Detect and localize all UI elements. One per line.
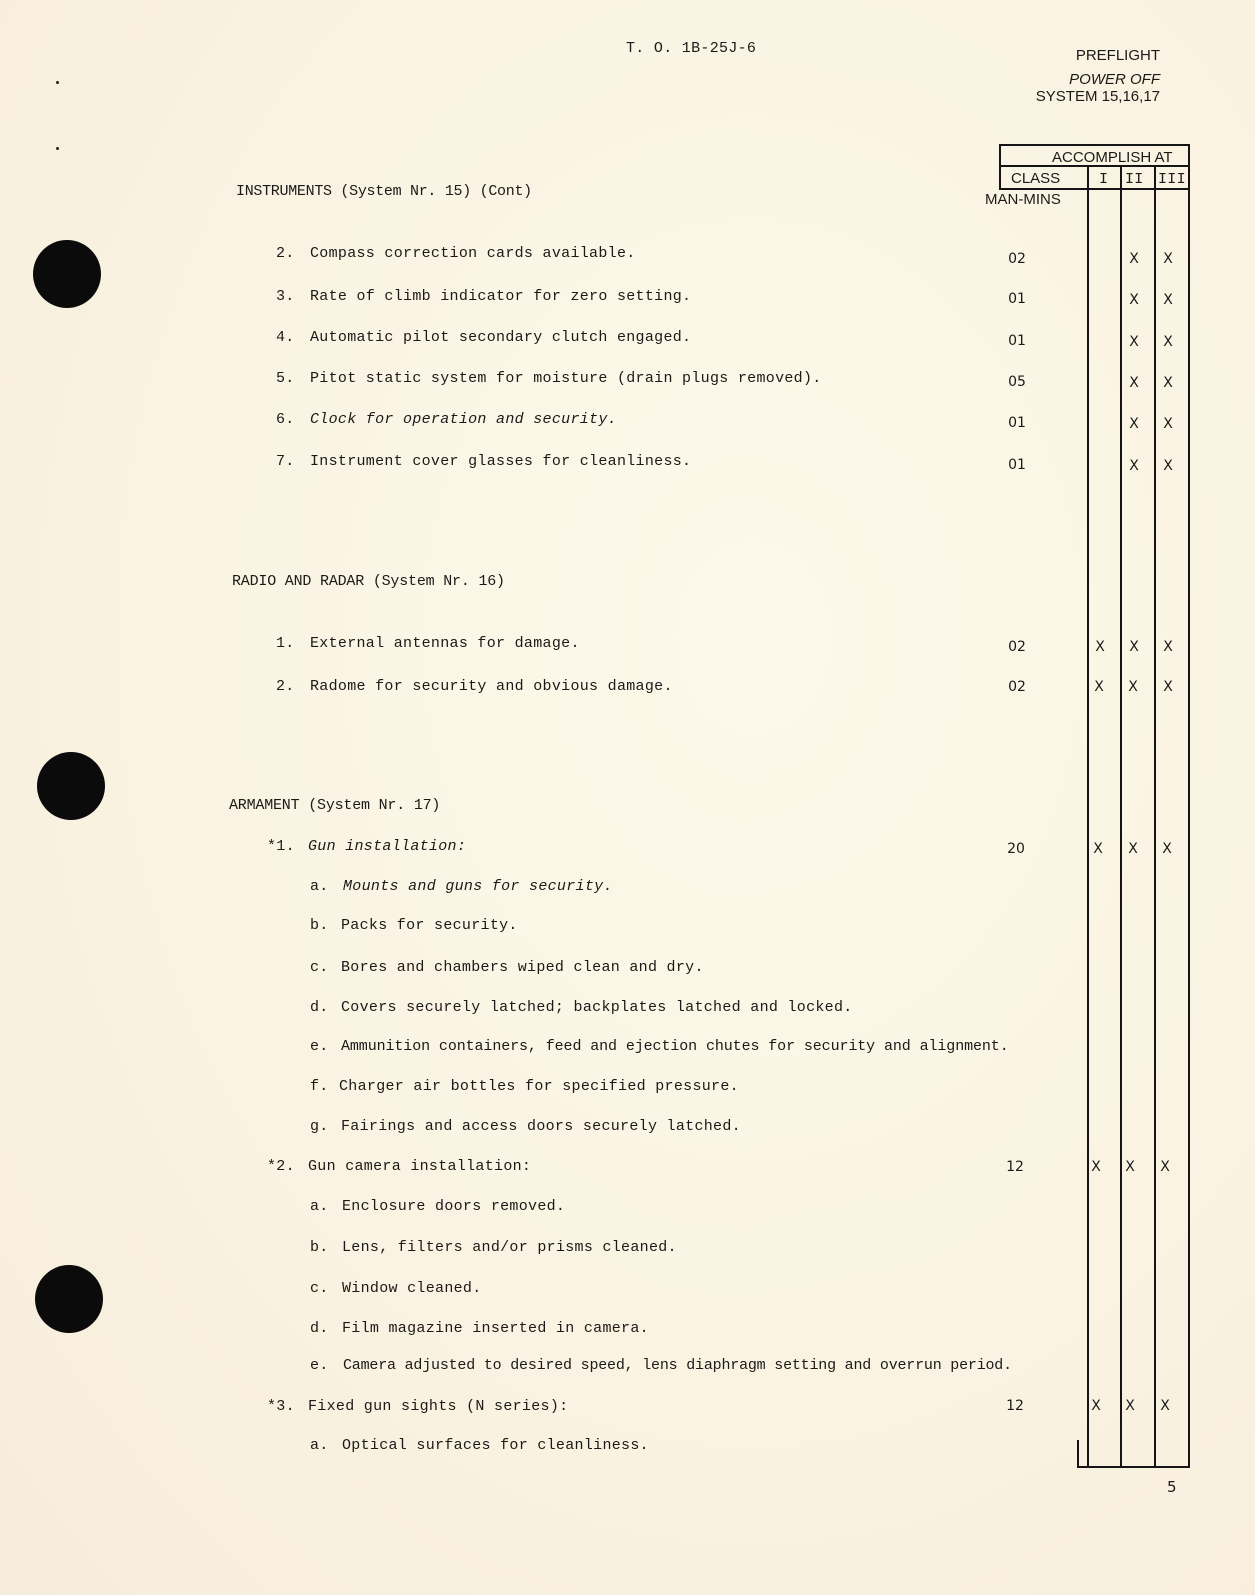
document-page: T. O. 1B-25J-6 PREFLIGHT POWER OFF SYSTEM 15,16,17 ACCOMPLISH AT CLASS MAN-MINS I II III INSTRUMENTS (System Nr. 15) (Cont) 2. Compass correction cards available. 02 X X 3. Rate of climb indicator for zero setting. 01 X X 4. Automatic pilot secondary clutch engaged. 01 X X 5. Pitot static system for moisture (drain plugs removed). 05 X X 6. Clock for operation and security. 01 X X 7. Instrument cover glasses for cleanliness. 01 X X RADIO AND RADAR (System Nr. 16) 1. External antennas for damage. 02 X X X 2. Radome for security and obvious damage. 02 X X X ARMAMENT (System Nr. 17) *1. Gun installation: 20 X X X a. Mounts and guns for security. b. Packs for security. c. Bores and chambers wiped clean and dry. d. Covers securely latched; backplates latched and locked. e. Ammunition containers, feed and ejection chutes for security and alignment. f. Charger air bottles for specified pressure. g. Fairings and access doors securely latched. *2. Gun camera installation: 12 X X X a. Enclosure doors removed. b. Lens, filters and/or prisms cleaned. c. Window cleaned. d. Film magazine inserted in camera. e. Camera adjusted to desired speed, lens diaphragm setting and overrun period. *3. Fixed gun sights (N series): 12 X X X a. Optical surfaces for cleanliness. 5 [0, 0, 1255, 1595]
man-mins-value: 01 [1008, 333, 1026, 349]
item-text: Instrument cover glasses for cleanliness. [310, 453, 692, 470]
class-iii-mark: X [1163, 375, 1173, 391]
sub-letter: c. [310, 1280, 329, 1297]
item-text: Rate of climb indicator for zero setting. [310, 288, 692, 305]
sub-letter: b. [310, 917, 329, 934]
systems-label: SYSTEM 15,16,17 [1035, 88, 1160, 105]
sub-item-text: Ammunition containers, feed and ejection chutes for security and alignment. [341, 1038, 1009, 1055]
sub-letter: g. [310, 1118, 329, 1135]
sub-item-text: Enclosure doors removed. [342, 1198, 566, 1215]
item-text: Compass correction cards available. [310, 245, 636, 262]
man-mins-value: 01 [1008, 415, 1026, 431]
class-iii-mark: X [1160, 1159, 1170, 1175]
class-i-mark: X [1091, 1398, 1101, 1414]
class-i-mark: X [1093, 841, 1103, 857]
man-mins-value: 01 [1008, 291, 1026, 307]
sub-item-text: Packs for security. [341, 917, 518, 934]
sub-letter: d. [310, 1320, 329, 1337]
phase-label: PREFLIGHT [1075, 47, 1160, 64]
sub-item-text: Mounts and guns for security. [343, 878, 613, 895]
item-text: Pitot static system for moisture (drain plugs removed). [310, 370, 822, 387]
man-mins-value: 12 [1006, 1398, 1024, 1414]
sub-item-text: Film magazine inserted in camera. [342, 1320, 649, 1337]
class-ii-mark: X [1129, 458, 1139, 474]
class-iii-mark: X [1163, 458, 1173, 474]
sub-item-text: Lens, filters and/or prisms cleaned. [342, 1239, 677, 1256]
sub-letter: b. [310, 1239, 329, 1256]
sub-item-text: Camera adjusted to desired speed, lens diaphragm setting and overrun period. [343, 1357, 1012, 1374]
sub-letter: d. [310, 999, 329, 1016]
man-mins-value: 02 [1008, 251, 1026, 267]
sub-letter: e. [310, 1357, 329, 1374]
class-iii-mark: X [1163, 416, 1173, 432]
condition-label: POWER OFF [1069, 71, 1160, 88]
item-text: Radome for security and obvious damage. [310, 678, 673, 695]
item-text: Fixed gun sights (N series): [308, 1398, 569, 1415]
sub-letter: a. [310, 878, 329, 895]
sub-letter: f. [310, 1078, 329, 1095]
class-ii-mark: X [1128, 679, 1138, 695]
item-text: Gun camera installation: [308, 1158, 532, 1175]
class-iii-mark: X [1162, 841, 1172, 857]
binder-hole-top [33, 240, 101, 308]
class-iii-mark: X [1163, 679, 1173, 695]
doc-number: T. O. 1B-25J-6 [626, 40, 757, 57]
class-ii-mark: X [1128, 841, 1138, 857]
man-mins-value: 01 [1008, 457, 1026, 473]
class-iii-mark: X [1163, 639, 1173, 655]
sub-letter: c. [310, 959, 329, 976]
sub-item-text: Fairings and access doors securely latched. [341, 1118, 741, 1135]
sub-item-text: Bores and chambers wiped clean and dry. [341, 959, 704, 976]
speck [56, 147, 59, 150]
class-iii-mark: X [1163, 251, 1173, 267]
man-mins-value: 20 [1007, 841, 1025, 857]
section-title-radio-radar: RADIO AND RADAR (System Nr. 16) [232, 573, 505, 590]
section-title-instruments: INSTRUMENTS (System Nr. 15) (Cont) [236, 183, 532, 200]
item-text: Gun installation: [308, 838, 467, 855]
sub-item-text: Optical surfaces for cleanliness. [342, 1437, 649, 1454]
class-ii-mark: X [1129, 639, 1139, 655]
class-iii-mark: X [1163, 334, 1173, 350]
man-mins-value: 12 [1006, 1159, 1024, 1175]
binder-hole-middle [37, 752, 105, 820]
accomplish-at-header: ACCOMPLISH AT [1052, 149, 1173, 166]
section-title-armament: ARMAMENT (System Nr. 17) [229, 797, 441, 814]
sub-letter: e. [310, 1038, 329, 1055]
class-i-mark: X [1095, 639, 1105, 655]
class-iii-mark: X [1160, 1398, 1170, 1414]
class-iii-header: III [1158, 171, 1186, 188]
class-header: CLASS [1011, 170, 1061, 187]
sub-item-text: Window cleaned. [342, 1280, 482, 1297]
sub-item-text: Covers securely latched; backplates latched and locked. [341, 999, 853, 1016]
sub-letter: a. [310, 1437, 329, 1454]
item-text: Clock for operation and security. [310, 411, 617, 428]
class-i-header: I [1099, 171, 1109, 188]
class-ii-header: II [1125, 171, 1144, 188]
class-ii-mark: X [1125, 1398, 1135, 1414]
man-mins-header: MAN-MINS [985, 191, 1061, 208]
item-text: Automatic pilot secondary clutch engaged. [310, 329, 692, 346]
sub-item-text: Charger air bottles for specified pressure. [339, 1078, 739, 1095]
class-ii-mark: X [1129, 292, 1139, 308]
class-ii-mark: X [1129, 416, 1139, 432]
class-ii-mark: X [1129, 334, 1139, 350]
class-i-mark: X [1091, 1159, 1101, 1175]
binder-hole-bottom [35, 1265, 103, 1333]
item-text: External antennas for damage. [310, 635, 580, 652]
class-i-mark: X [1094, 679, 1104, 695]
man-mins-value: 05 [1008, 374, 1026, 390]
man-mins-value: 02 [1008, 679, 1026, 695]
speck [56, 81, 59, 84]
class-iii-mark: X [1163, 292, 1173, 308]
page-number: 5 [1167, 1478, 1177, 1496]
sub-letter: a. [310, 1198, 329, 1215]
class-ii-mark: X [1129, 375, 1139, 391]
man-mins-value: 02 [1008, 639, 1026, 655]
class-ii-mark: X [1125, 1159, 1135, 1175]
class-ii-mark: X [1129, 251, 1139, 267]
